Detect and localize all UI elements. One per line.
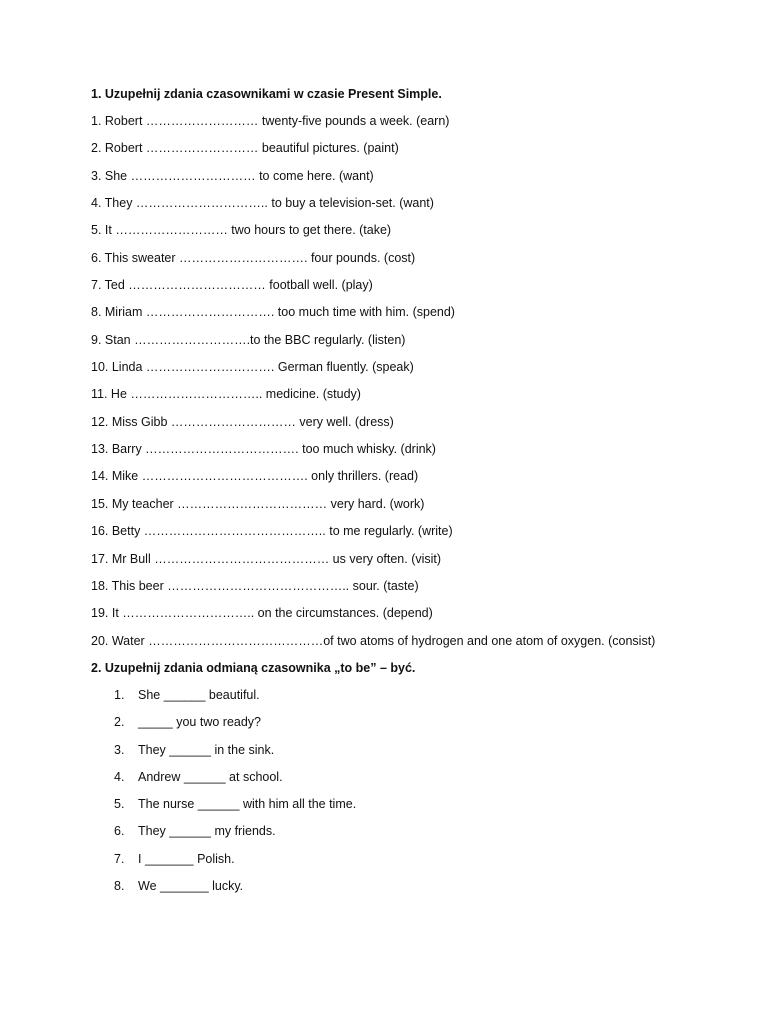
- item-number: 6.: [114, 824, 125, 839]
- item-number: 7.: [114, 851, 125, 866]
- item-text: They ______ my friends.: [138, 824, 276, 839]
- item-number: 5.: [114, 797, 125, 812]
- list-item: [114, 769, 356, 796]
- list-item: 17. Mr Bull …………………………………… us very often. (visit): [91, 551, 442, 566]
- list-item: 20. Water ……………………………………of two atoms of hydrogen and one atom of oxygen. (consist): [91, 633, 656, 648]
- section-1-heading: 1. Uzupełnij zdania czasownikami w czasie Present Simple.: [91, 87, 442, 101]
- list-item: [114, 742, 356, 769]
- list-item: 15. My teacher ……………………………… very hard. (work): [91, 496, 425, 511]
- section-2-list: [114, 687, 356, 905]
- item-text: _____ you two ready?: [138, 715, 262, 730]
- list-item: 7. Ted …………………………… football well. (play): [91, 278, 373, 293]
- list-item: 1. Robert ……………………… twenty-five pounds a week. (earn): [91, 114, 450, 128]
- list-item: 9. Stan ……………………….to the BBC regularly. (listen): [91, 332, 406, 347]
- list-item: 2. Robert ……………………… beautiful pictures. (paint): [91, 141, 399, 156]
- list-item: 12. Miss Gibb ………………………… very well. (dress): [91, 414, 394, 429]
- list-item: [114, 851, 356, 878]
- list-item: 16. Betty …………………………………….. to me regularly. (write): [91, 524, 453, 539]
- item-number: 8.: [114, 879, 125, 894]
- item-text: The nurse ______ with him all the time.: [138, 797, 357, 812]
- list-item: [114, 823, 356, 850]
- list-item: 3. She ………………………… to come here. (want): [91, 168, 374, 183]
- list-item: 5. It ……………………… two hours to get there. (take): [91, 223, 392, 238]
- list-item: 14. Mike …………………………………. only thrillers. (read): [91, 469, 419, 484]
- list-item: 11. He ………………………….. medicine. (study): [91, 387, 361, 402]
- item-text: I _______ Polish.: [138, 851, 235, 866]
- list-item: [114, 878, 356, 905]
- list-item: [114, 687, 356, 714]
- section-2-heading: 2. Uzupełnij zdania odmianą czasownika „to be” – być.: [91, 661, 416, 675]
- item-text: She ______ beautiful.: [138, 688, 260, 702]
- list-item: 8. Miriam …………………………. too much time with him. (spend): [91, 305, 455, 320]
- list-item: 19. It ………………………….. on the circumstances. (depend): [91, 606, 433, 621]
- item-number: 4.: [114, 769, 125, 784]
- item-text: They ______ in the sink.: [138, 742, 275, 757]
- list-item: 10. Linda …………………………. German fluently. (speak): [91, 360, 414, 375]
- section-1-list: [91, 113, 655, 660]
- list-item: [114, 714, 356, 741]
- list-item: 13. Barry ………………………………. too much whisky. (drink): [91, 442, 436, 457]
- item-text: Andrew ______ at school.: [138, 769, 283, 784]
- item-number: 3.: [114, 742, 125, 757]
- list-item: 6. This sweater …………………………. four pounds. (cost): [91, 250, 416, 265]
- item-number: 2.: [114, 715, 125, 730]
- list-item: 18. This beer …………………………………….. sour. (taste): [91, 578, 419, 593]
- item-text: We _______ lucky.: [138, 879, 244, 894]
- list-item: [114, 796, 356, 823]
- item-number: 1.: [114, 688, 125, 702]
- list-item: 4. They ………………………….. to buy a television-set. (want): [91, 196, 434, 211]
